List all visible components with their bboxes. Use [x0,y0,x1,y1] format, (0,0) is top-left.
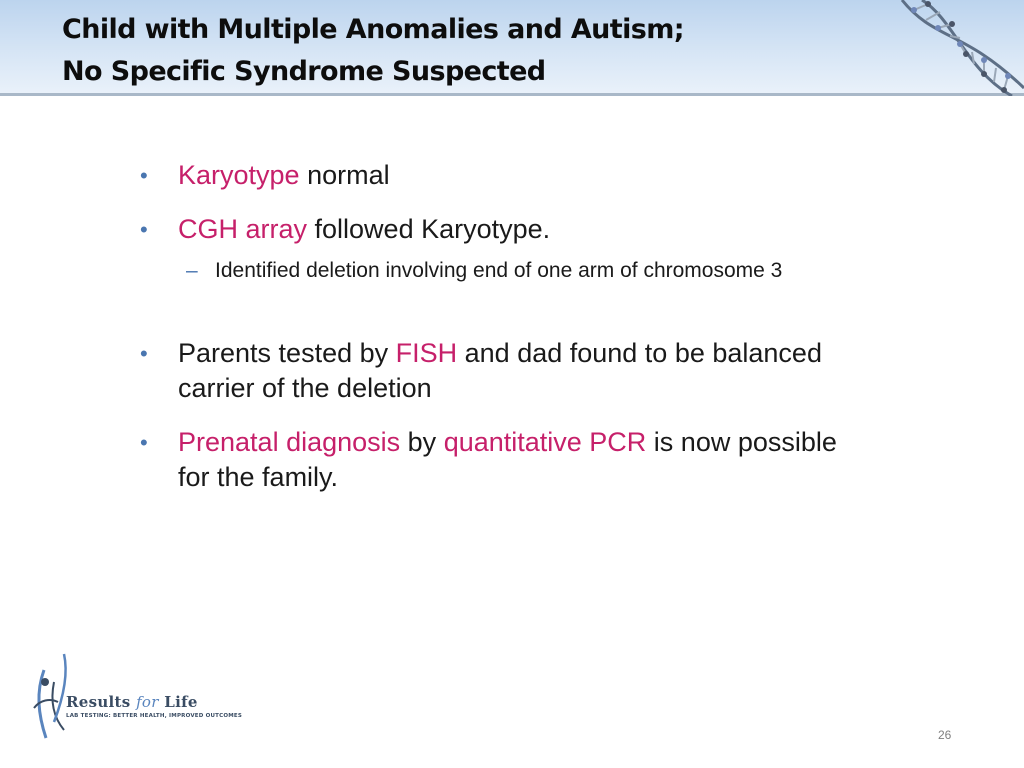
highlight-term: CGH array [178,214,308,244]
slide-title-line-1: Child with Multiple Anomalies and Autism; [62,14,684,45]
bullet-text-rest: followed Karyotype. [307,214,551,244]
bullet-marker: • [140,163,148,188]
logo-name-for: for [136,693,159,711]
highlight-term: quantitative PCR [443,427,647,457]
bullet-text-rest: is now possible for the family. [178,427,837,492]
highlight-term: FISH [395,338,458,368]
slide-title-line-2: No Specific Syndrome Suspected [62,56,546,87]
highlight-term: Karyotype [178,160,300,190]
bullet-text [178,336,838,406]
bullet-text-rest: and dad found to be balanced carrier of the deletion [178,338,822,403]
page-number: 26 [938,728,952,742]
bullet-marker: • [140,430,148,455]
bullet-text-rest: normal [299,160,390,190]
bullet-marker: • [140,217,148,242]
bullet-text [178,425,838,495]
bullet-text [178,212,838,247]
bullet-text [178,158,838,193]
sub-bullet-text: Identified deletion involving end of one arm of chromosome 3 [215,259,783,282]
logo-name-part1: Results [66,693,137,711]
logo-wordmark [66,693,198,711]
sub-bullet-marker: – [186,259,198,282]
logo-tagline: LAB TESTING: BETTER HEALTH, IMPROVED OUTCOMES [66,713,243,719]
highlight-term: Prenatal diagnosis [178,427,401,457]
bullet-marker: • [140,341,148,366]
bullet-text-mid: by [400,427,444,457]
bullet-text-pre: Parents tested by [178,338,396,368]
logo-name-part2: Life [158,693,198,711]
